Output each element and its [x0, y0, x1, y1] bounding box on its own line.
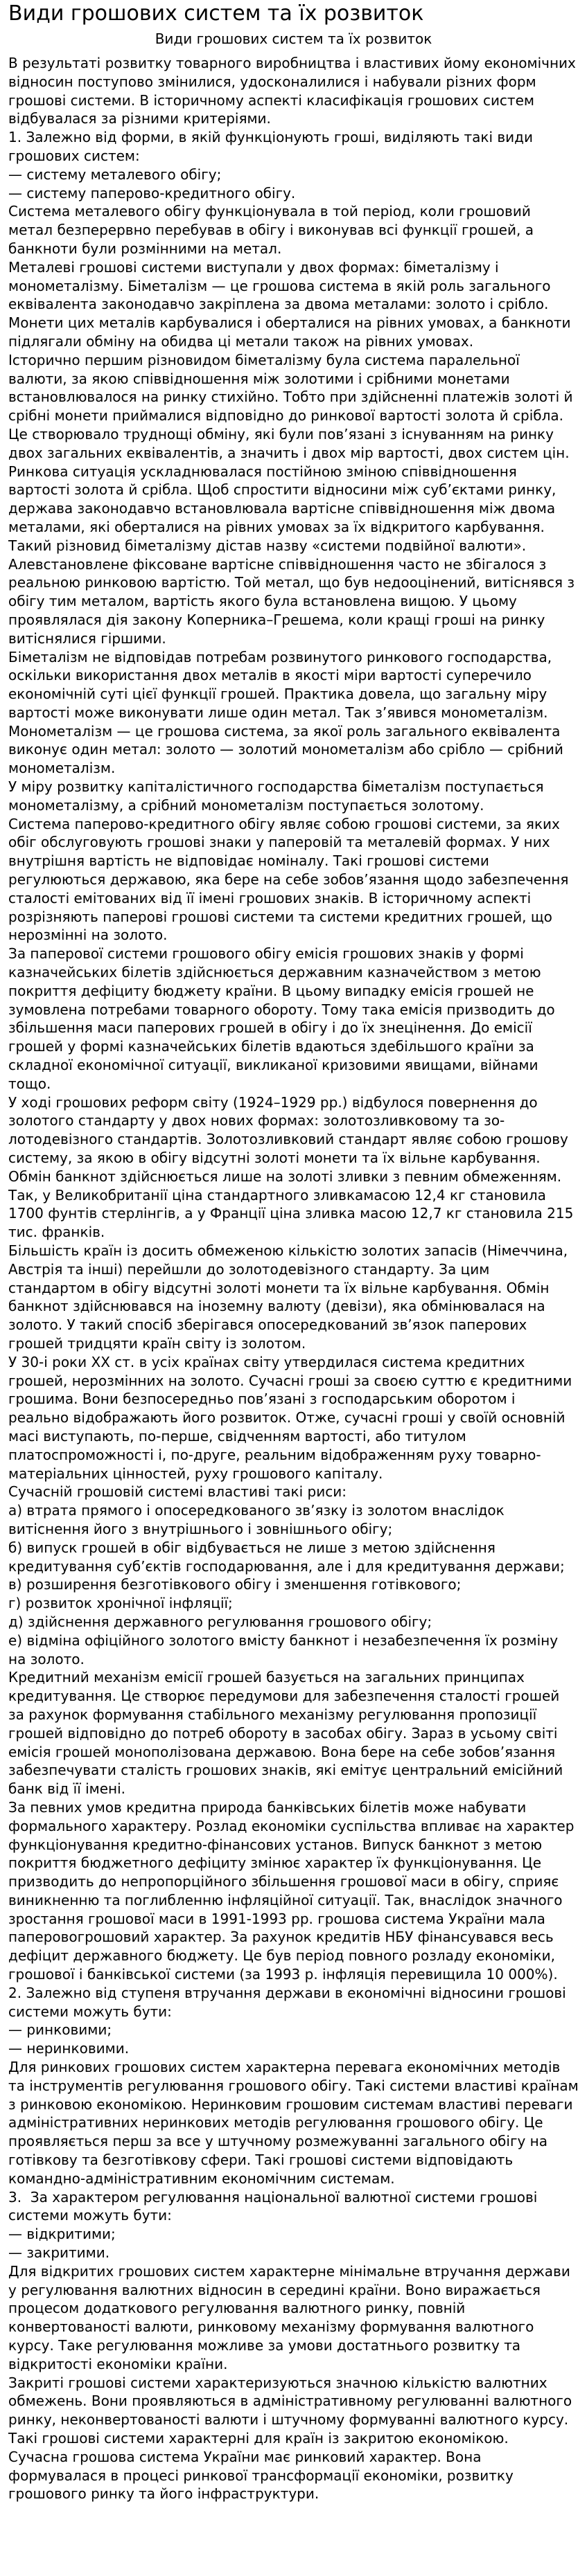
- paragraph: Металеві грошові системи виступали у двох формах: біметалізму і монометалізму. Біметалізм — це грошова система в якій роль загального еквівалента законодавчо закріплена за двома металами: золото і срібло. Монети цих металів карбувалися і оберталися на рівних умовах, а банкноти підлягали обміну на обидва ці метали також на рівних умовах.: [8, 258, 575, 350]
- paragraph: Історично першим різновидом біметалізму була система паралельної валюти, за якою співвідношення між золотими і срібними монетами встановлювалося на ринку стихійно. Тобто при здійсненні платежів золоті й срібні монети приймалися відповідно до ринкової вартості золота й срібла. Це створювало труднощі обміну, які були пов’язані з існуванням на ринку двох загальних еквівалентів, а значить і двох мір вартості, двох систем цін. Ринкова ситуація ускладнювалася постійною зміною співвідношення вартості золота й срібла. Щоб спростити відносини між суб’єктами ринку, держава законодавчо встановлювала вартісне співвідношення між двома металами, які оберталися на рівних умовах за їх відкритого карбування. Такий різновид біметалізму дістав назву «системи подвійної валюти». Алевстановлене фіксоване вартісне співвідношення часто не збігалося з реальною ринковою вартістю. Той метал, що був недооцінений, витіснявся з обігу тим металом, вартість якого була встановлена вищою. У цьому проявлялася дія закону Коперника–Грешема, коли кращі гроші на ринку витіснялися гіршими.: [8, 351, 579, 647]
- paragraph: б) випуск грошей в обіг відбувається не лише з метою здійснення кредитування суб’єктів господарювання, але і для кредитування держави;: [8, 1539, 565, 1575]
- paragraph: Для ринкових грошових систем характерна перевага економічних методів та інструментів регулювання грошового обігу. Такі системи властиві країнам з ринковою економікою. Неринковим грошовим системам властиві переваги адміністративних неринкових методів регулювання грошового обігу. Це проявляється перш за все у штучному розмежуванні загального обігу на готівкову та безготівкову сфери. Такі грошові системи відповідають командно-адміністративним економічним системам.: [8, 2059, 584, 2187]
- paragraph: Закриті грошові системи характеризуються значною кількістю валютних обмежень. Вони проявляються в адміністративному регулюванні валютного ринку, неконвертованості валюти і штучному формуванні валютного курсу. Такі грошові системи характерні для країн із закритою економікою.: [8, 2374, 577, 2447]
- paragraph: В результаті розвитку товарного виробництва і властивих йому економічних відносин поступово змінилися, удосконалилися і набували різних форм грошові системи. В історичному аспекті класифікація грошових систем відбувалася за різними критеріями.: [8, 55, 581, 127]
- document-body: [8, 54, 584, 2503]
- paragraph: — систему металевого обігу;: [8, 166, 222, 183]
- paragraph: — систему паперово-кредитного обігу.: [8, 184, 296, 202]
- paragraph: г) розвиток хронічної інфляції;: [8, 1595, 233, 1612]
- paragraph: — ринковими;: [8, 2021, 112, 2039]
- document-subtitle: Види грошових систем та їх розвиток: [155, 30, 432, 47]
- paragraph: Монометалізм — це грошова система, за якої роль загального еквівалента виконує один метал: золото — золотий монометалізм або срібло — срібний монометалізм.: [8, 722, 568, 777]
- paragraph: а) втрата прямого і опосередкованого зв’язку із золотом внаслідок витіснення його з внутрішнього і зовнішнього обігу;: [8, 1502, 509, 1537]
- paragraph: Сучасна грошова система України має ринковий характер. Вона формувалася в процесі ринкової трансформації економіки, розвитку грошового ринку та його інфраструктури.: [8, 2448, 518, 2503]
- paragraph: За певних умов кредитна природа банківських білетів може набувати формального характеру. Розлад економіки суспільства впливає на характер функціонування кредитно-фінансових установ. Випуск банкнот з метою покриття бюджетного дефіциту змінює характер їх функціонування. Це призводить до непропорційного збільшення грошової маси в обігу, сприяє виникненню та поглибленню інфляційної ситуації. Так, внаслідок значного зростання грошової маси в 1991-1993 рр. грошова система України мала паперовогрошовий характер. За рахунок кредитів НБУ фінансувався весь дефіцит державного бюджету. Це був період повного розладу економіки, грошової і банківської системи (за 1993 р. інфляція перевищила 10 000%).: [8, 1798, 579, 1983]
- paragraph: У ході грошових реформ світу (1924–1929 рр.) відбулося повернення до золотого стандарту у двох нових формах: золотозливковому та зо-лотодевізного стандартів. Золотозливковий стандарт являє собою грошову систему, за якою в обігу відсутні золоті монети та їх вільне карбування. Обмін банкнот здійснюється лише на золоті зливки з певним обмеженням. Так, у Великобританії ціна стандартного зливкамасою 12,4 кг становила 1700 фунтів стерлінгів, а у Франції ціна зливка масою 12,7 кг становила 215 тис. франків.: [8, 1093, 578, 1241]
- paragraph: Система металевого обігу функціонувала в той період, коли грошовий метал безперервно перебував в обігу і виконував всі функції грошей, а банкноти були розмінними на метал.: [8, 203, 538, 257]
- paragraph: 3. За характером регулювання національної валютної системи грошові системи можуть бути:: [8, 2188, 542, 2224]
- paragraph: Кредитний механізм емісії грошей базується на загальних принципах кредитування. Це створює передумови для забезпечення сталості грошей за рахунок формування стабільного механізму регулювання пропозиції грошей відповідно до потреб обороту в засобах обігу. Зараз в усьому світі емісія грошей монополізована державою. Вона бере на себе зобов’язання забезпечувати сталість грошових знаків, які емітує центральний емісійний банк від її імені.: [8, 1669, 568, 1798]
- paragraph: — неринковими.: [8, 2040, 130, 2057]
- paragraph: Більшість країн із досить обмеженою кількістю золотих запасів (Німеччина, Австрія та інші) перейшли до золотодевізного стандарту. За цим стандартом в обігу відсутні золоті монети та їх вільне карбування. Обмін банкнот здійснювався на іноземну валюту (девізи), яка обмінювалася на золото. У такий спосіб зберігався опосередкований зв’язок паперових грошей тридцяти країн світу із золотом.: [8, 1242, 572, 1352]
- paragraph: Система паперово-кредитного обігу являє собою грошові системи, за яких обіг обслуговують грошові знаки у паперовій та металевій формах. У них внутрішня вартість не відповідає номіналу. Такі грошові системи регулюються державою, яка бере на себе зобов’язання щодо забезпечення сталості емітованих від її імені грошових знаків. В історичному аспекті розрізняють паперові грошові системи та системи кредитних грошей, що нерозмінні на золото.: [8, 815, 573, 944]
- paragraph: — відкритими;: [8, 2226, 116, 2243]
- paragraph: У 30-і роки XX ст. в усіх країнах світу утвердилася система кредитних грошей, нерозмінних на золото. Сучасні гроші за своєю суттю є кредитними грошима. Вони безпосередньо пов’язані з господарським оборотом і реально відображають його розвиток. Отже, сучасні гроші у своїй основній масі виступають, по-перше, свідченням вартості, або титулом платоспроможності і, по-друге, реальним відображенням руху товарно-матеріальних цінностей, руху грошового капіталу.: [8, 1353, 577, 1482]
- document-title: Види грошових систем та їх розвиток: [8, 1, 424, 26]
- paragraph: — закритими.: [8, 2244, 110, 2262]
- paragraph: У міру розвитку капіталістичного господарства біметалізм поступається монометалізму, а срібний монометалізм поступається золотому.: [8, 778, 548, 814]
- paragraph: 2. Залежно від ступеня втручання держави в економічні відносини грошові системи можуть бути:: [8, 1984, 571, 2020]
- paragraph: 1. Залежно від форми, в якій функціонують гроші, виділяють такі види грошових систем:: [8, 129, 538, 164]
- paragraph: Сучасній грошовій системі властиві такі риси:: [8, 1483, 347, 1501]
- paragraph: д) здійснення державного регулювання грошового обігу;: [8, 1613, 432, 1630]
- paragraph: Біметалізм не відповідав потребам розвинутого ринкового господарства, оскільки використання двох металів в якості міри вартості суперечило економічній суті цієї функції грошей. Практика довела, що загальну міру вартості може виконувати лише один метал. Так з’явився монометалізм.: [8, 648, 557, 721]
- paragraph: е) відміна офіційного золотого вмісту банкнот і незабезпечення їх розміну на золото.: [8, 1631, 563, 1667]
- paragraph: в) розширення безготівкового обігу і зменшення готівкового;: [8, 1576, 462, 1593]
- paragraph: За паперової системи грошового обігу емісія грошових знаків у формі казначейських білетів здійснюється державним казначейством з метою покриття дефіциту бюджету країни. В цьому випадку емісія грошей не зумовлена потребами товарного обороту. Тому така емісія призводить до збільшення маси паперових грошей в обігу і до їх знецінення. До емісії грошей у формі казначейських білетів вдаються здебільшого країни за складної економічної ситуації, викликаної кризовими явищами, війнами тощо.: [8, 945, 560, 1092]
- paragraph: Для відкритих грошових систем характерне мінімальне втручання держави у регулювання валютних відносин в середині країни. Воно виражається процесом додаткового регулювання валютного ринку, повній конвертованості валюти, ринковому механізму формування валютного курсу. Таке регулювання можливе за умови достатнього розвитку та відкритості економіки країни.: [8, 2262, 575, 2372]
